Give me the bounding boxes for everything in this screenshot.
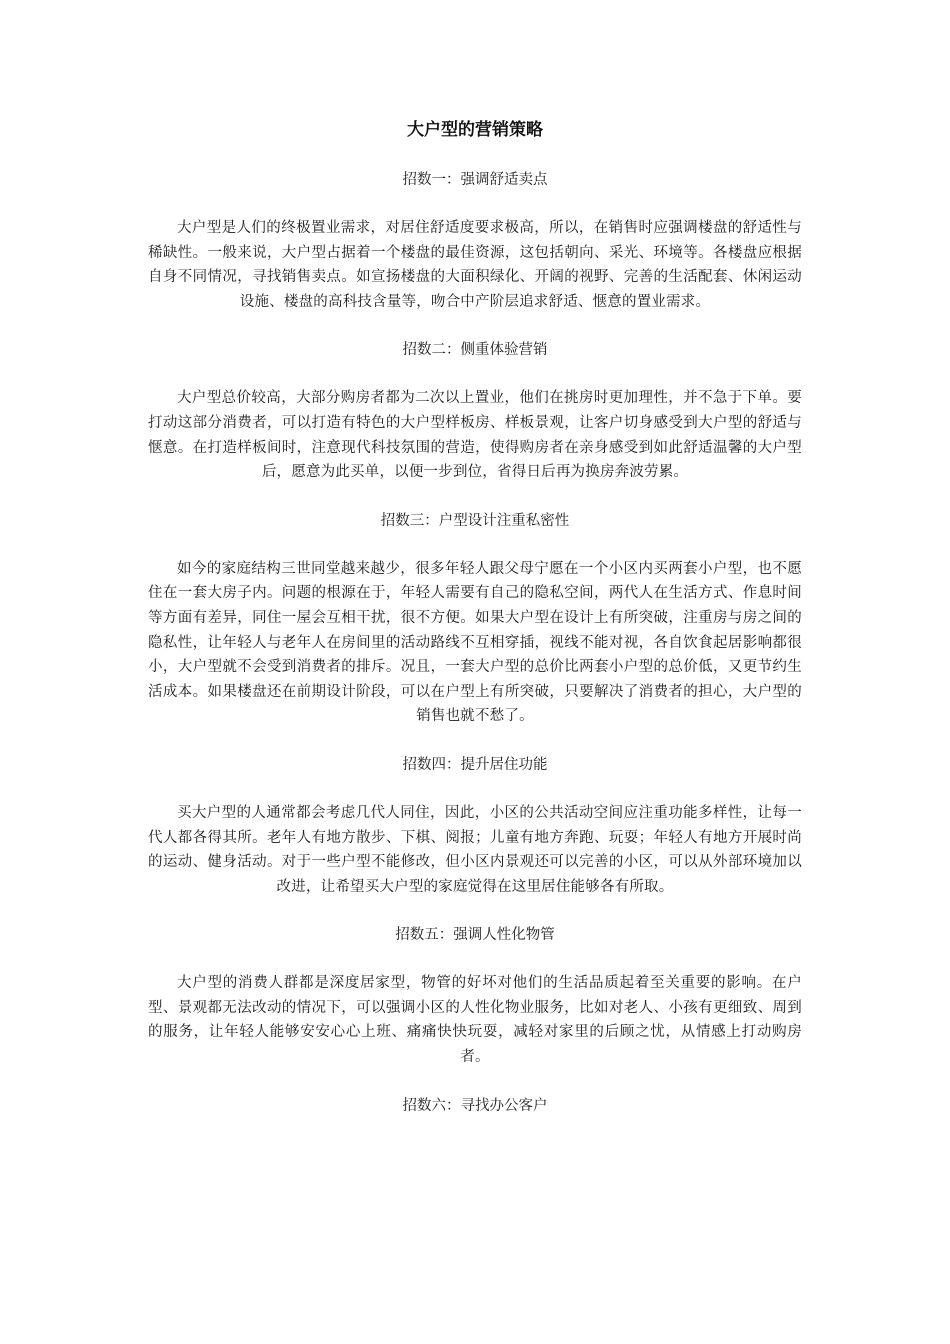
- section-heading-4: 招数四：提升居住功能: [402, 756, 548, 773]
- section-body-4: 买大户型的人通常都会考虑几代人同住，因此，小区的公共活动空间应注重功能多样性，让每一代人都各得其所。老年人有地方散步、下棋、阅报；儿童有地方奔跑、玩耍；年轻人有地方开展时尚的运动、健身活动。对于一些户型不能修改，但小区内景观还可以完善的小区，可以从外部环境加以改进，让希望买大户型的家庭觉得在这里居住能够各有所取。: [148, 804, 802, 895]
- section-heading-1: 招数一：强调舒适卖点: [402, 172, 548, 188]
- document-title: 大户型的营销策略: [407, 120, 543, 140]
- section-heading-3: 招数三：户型设计注重私密性: [380, 512, 570, 529]
- section-body-3: 如今的家庭结构三世同堂越来越少，很多年轻人跟父母宁愿在一个小区内买两套小户型，也不愿住在一套大房子内。问题的根源在于，年轻人需要有自己的隐私空间，两代人在生活方式、作息时间等方面有差异，同住一屋会互相干扰，很不方便。如果大户型在设计上有所突破，注重房与房之间的隐私性，让年轻人与老年人在房间里的活动路线不互相穿插，视线不能对视，各自饮食起居影响都很小，大户型就不会受到消费者的排斥。况且，一套大户型的总价比两套小户型的总价低，又更节约生活成本。如果楼盘还在前期设计阶段，可以在户型上有所突破，只要解决了消费者的担心，大户型的销售也就不愁了。: [148, 560, 802, 725]
- section-heading-5: 招数五：强调人性化物管: [395, 927, 555, 944]
- section-body-5: 大户型的消费人群都是深度居家型，物管的好坏对他们的生活品质起着至关重要的影响。在户型、景观都无法改动的情况下，可以强调小区的人性化物业服务，比如对老人、小孩有更细致、周到的服务，让年轻人能够安安心心上班、痛痛快快玩耍，减轻对家里的后顾之忧，从情感上打动购房者。: [148, 975, 802, 1066]
- document-page: [148, 118, 802, 1142]
- section-body-1: 大户型是人们的终极置业需求，对居住舒适度要求极高，所以，在销售时应强调楼盘的舒适性与稀缺性。一般来说，大户型占据着一个楼盘的最佳资源，这包括朝向、采光、环境等。各楼盘应根据自身不同情况，寻找销售卖点。如宣扬楼盘的大面积绿化、开阔的视野、完善的生活配套、休闲运动设施、楼盘的高科技含量等，吻合中产阶层追求舒适、惬意的置业需求。: [148, 220, 802, 310]
- section-heading-6: 招数六：寻找办公客户: [402, 1097, 548, 1114]
- section-body-2: 大户型总价较高，大部分购房者都为二次以上置业，他们在挑房时更加理性，并不急于下单。要打动这部分消费者，可以打造有特色的大户型样板房、样板景观，让客户切身感受到大户型的舒适与惬意。在打造样板间时，注意现代科技氛围的营造，使得购房者在亲身感受到如此舒适温馨的大户型后，愿意为此买单，以便一步到位，省得日后再为换房奔波劳累。: [148, 390, 802, 481]
- section-heading-2: 招数二：侧重体验营销: [402, 342, 548, 359]
